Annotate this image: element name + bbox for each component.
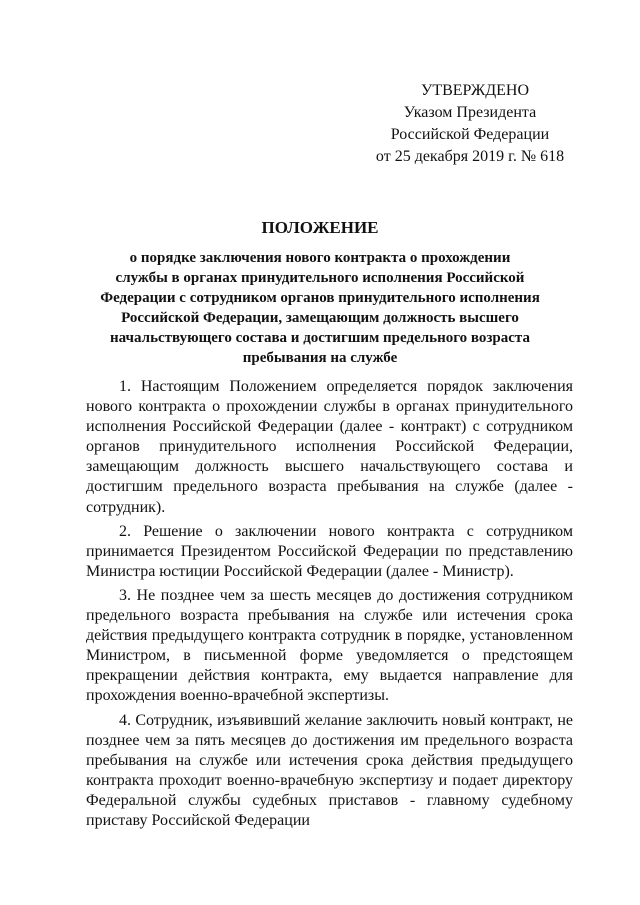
subtitle-line: пребывания на службе	[242, 350, 398, 366]
document-title: ПОЛОЖЕНИЕ	[261, 218, 379, 237]
paragraph-1: 1. Настоящим Положением определяется порядок заключения нового контракта о прохождении службы в органах принудительного исполнения Российской Федерации (далее - контракт) с сотрудником органов принудительного исполнения Российской Федерации, замещающим должность высшего начальствующего состава и достигшим предельного возраста пребывания на службе (далее - сотрудник).	[86, 378, 573, 516]
subtitle-line: службы в органах принудительного исполнения Российской	[115, 270, 525, 286]
approved-label: УТВЕРЖДЕНО	[420, 82, 529, 99]
document-body	[86, 377, 573, 835]
approval-date-line: от 25 декабря 2019 г. № 618	[375, 148, 565, 165]
approval-decree-line: Указом Президента	[403, 104, 537, 121]
document-subtitle	[60, 248, 580, 368]
subtitle-line: начальствующего состава и достигшим предельного возраста	[110, 330, 530, 346]
paragraph-3: 3. Не позднее чем за шесть месяцев до достижения сотрудником предельного возраста пребывания на службе или истечения срока действия предыдущего контракта сотрудник в порядке, установленном Министром, в письменной форме уведомляется о предстоящем прекращении действия контракта, ему выдается направление для прохождения военно-врачебной экспертизы.	[86, 586, 573, 705]
subtitle-line: о порядке заключения нового контракта о прохождении	[129, 250, 511, 266]
approval-stamp	[350, 80, 590, 168]
title-block	[60, 216, 580, 368]
subtitle-line: Федерации с сотрудником органов принудительного исполнения	[100, 290, 540, 306]
approval-country-line: Российской Федерации	[390, 126, 550, 143]
paragraph-4: 4. Сотрудник, изъявивший желание заключить новый контракт, не позднее чем за пять месяцев до достижения им предельного возраста пребывания на службе или истечения срока действия предыдущего контракта проходит военно-врачебную экспертизу и подает директору Федеральной службы судебных приставов - главному судебному приставу Российской Федерации	[86, 711, 573, 829]
paragraph-2: 2. Решение о заключении нового контракта с сотрудником принимается Президентом Российской Федерации по представлению Министра юстиции Российской Федерации (далее - Министр).	[86, 522, 573, 580]
subtitle-line: Российской Федерации, замещающим должность высшего	[121, 310, 519, 326]
